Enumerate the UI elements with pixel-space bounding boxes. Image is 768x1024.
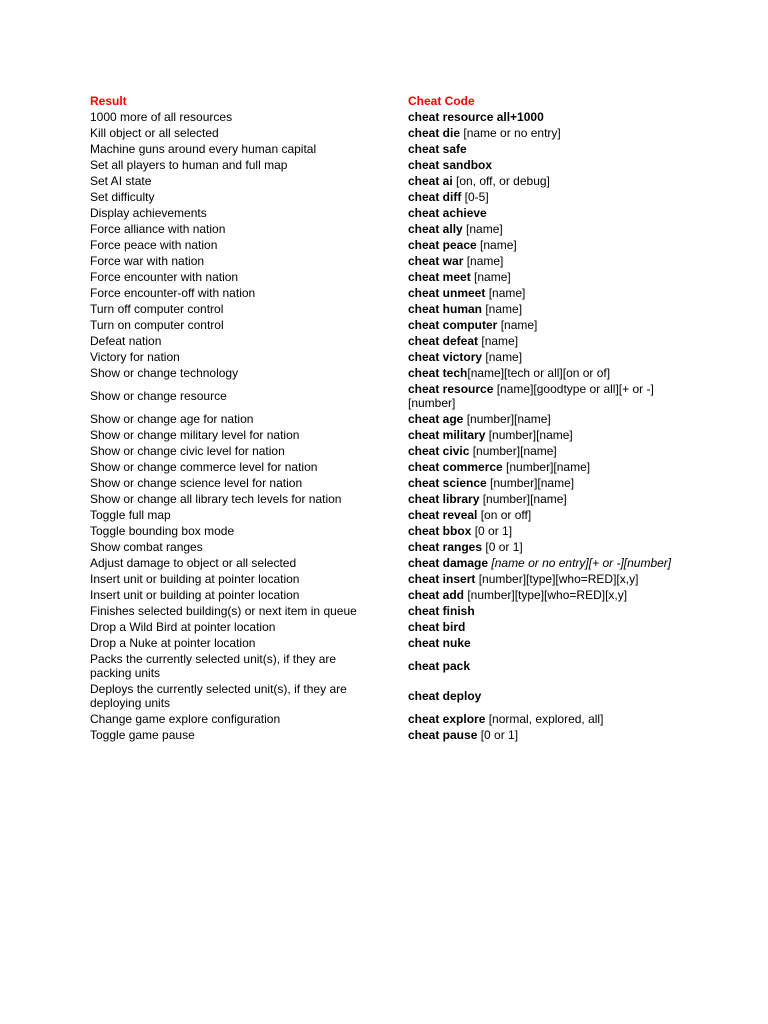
cheat-command: cheat commerce (408, 460, 503, 474)
table-row (90, 619, 690, 635)
result-cell: Force alliance with nation (90, 222, 226, 236)
cheat-command: cheat pack (408, 659, 471, 673)
result-cell: Packs the currently selected unit(s), if they are packing units (90, 652, 337, 680)
cheat-code-cell (408, 555, 690, 571)
cheat-command: cheat bbox (408, 524, 472, 538)
cheat-code-cell (408, 157, 690, 173)
table-row (90, 157, 690, 173)
cheat-command: cheat finish (408, 604, 475, 618)
result-cell: Toggle game pause (90, 728, 195, 742)
cheat-code-cell (408, 237, 690, 253)
cheat-code-column-header: Cheat Code (408, 94, 475, 108)
cheat-code-cell (408, 381, 690, 411)
result-column-header: Result (90, 94, 127, 108)
cheat-arguments: [name] (497, 318, 538, 332)
result-cell: Force peace with nation (90, 238, 218, 252)
cheat-arguments: [number][name] (463, 412, 551, 426)
cheat-command: cheat human (408, 302, 483, 316)
result-cell: Drop a Nuke at pointer location (90, 636, 256, 650)
cheat-command: cheat meet (408, 270, 471, 284)
table-header-row (90, 93, 690, 109)
cheat-command: cheat pause (408, 728, 478, 742)
cheat-arguments: [name] (482, 302, 523, 316)
result-cell: Show combat ranges (90, 540, 203, 554)
result-cell: Show or change civic level for nation (90, 444, 285, 458)
cheat-command: cheat ally (408, 222, 463, 236)
cheat-code-cell (408, 711, 690, 727)
result-cell: Toggle bounding box mode (90, 524, 235, 538)
cheat-code-cell (408, 365, 690, 381)
result-cell: Drop a Wild Bird at pointer location (90, 620, 276, 634)
table-row (90, 237, 690, 253)
cheat-code-cell (408, 333, 690, 349)
table-row (90, 443, 690, 459)
result-cell: Show or change all library tech levels for nation (90, 492, 342, 506)
cheat-code-cell (408, 205, 690, 221)
cheat-command: cheat war (408, 254, 464, 268)
table-row (90, 381, 690, 411)
cheat-code-cell (408, 459, 690, 475)
cheat-arguments: [number][type][who=RED][x,y] (464, 588, 628, 602)
cheat-command: cheat ranges (408, 540, 483, 554)
cheat-arguments: [name] (478, 334, 519, 348)
table-row (90, 411, 690, 427)
cheat-command: cheat die (408, 126, 461, 140)
cheat-code-cell (408, 125, 690, 141)
cheat-command: cheat add (408, 588, 465, 602)
cheat-arguments: [number][name] (486, 476, 575, 490)
result-cell: Set all players to human and full map (90, 158, 288, 172)
result-cell: Insert unit or building at pointer location (90, 588, 300, 602)
cheat-arguments: [0 or 1] (477, 728, 519, 742)
cheat-arguments: [on, off, or debug] (452, 174, 550, 188)
result-cell: Show or change military level for nation (90, 428, 300, 442)
cheat-arguments: [normal, explored, all] (485, 712, 604, 726)
cheat-command: cheat computer (408, 318, 498, 332)
table-row (90, 301, 690, 317)
cheat-arguments: [on or off] (477, 508, 532, 522)
cheat-code-cell (408, 651, 690, 681)
table-row (90, 349, 690, 365)
result-cell: Change game explore configuration (90, 712, 281, 726)
table-row (90, 651, 690, 681)
result-cell: Show or change science level for nation (90, 476, 303, 490)
cheat-arguments: [name] (485, 286, 526, 300)
cheat-code-cell (408, 189, 690, 205)
cheat-code-cell (408, 507, 690, 523)
cheat-command: cheat unmeet (408, 286, 486, 300)
cheat-command: cheat reveal (408, 508, 478, 522)
cheat-command: cheat explore (408, 712, 486, 726)
cheat-code-cell (408, 603, 690, 619)
cheat-code-cell (408, 109, 690, 125)
cheat-arguments: [number][type][who=RED][x,y] (475, 572, 639, 586)
table-row (90, 571, 690, 587)
cheat-arguments: [0 or 1] (471, 524, 513, 538)
cheat-command: cheat science (408, 476, 487, 490)
cheat-command: cheat resource all+1000 (408, 110, 544, 124)
table-row (90, 635, 690, 651)
cheat-code-cell (408, 269, 690, 285)
cheat-code-cell (408, 443, 690, 459)
table-row (90, 681, 690, 711)
table-row (90, 317, 690, 333)
table-row (90, 269, 690, 285)
result-cell: Defeat nation (90, 334, 162, 348)
cheat-command: cheat nuke (408, 636, 471, 650)
result-cell: Insert unit or building at pointer location (90, 572, 300, 586)
cheat-arguments: [name][goodtype or all][+ or -][number] (408, 382, 654, 410)
table-row (90, 427, 690, 443)
cheat-code-cell (408, 681, 690, 711)
result-cell: Show or change commerce level for nation (90, 460, 318, 474)
result-cell: Set AI state (90, 174, 152, 188)
cheat-arguments: [name] (476, 238, 517, 252)
result-cell: Victory for nation (90, 350, 180, 364)
cheat-code-cell (408, 221, 690, 237)
cheat-arguments: [number][name] (469, 444, 557, 458)
cheat-code-cell (408, 727, 690, 743)
cheat-command: cheat achieve (408, 206, 487, 220)
table-row (90, 475, 690, 491)
cheat-code-cell (408, 317, 690, 333)
result-cell: Toggle full map (90, 508, 171, 522)
result-cell: Force encounter with nation (90, 270, 239, 284)
document-page (90, 93, 690, 743)
cheat-code-cell (408, 635, 690, 651)
result-cell: Finishes selected building(s) or next item in queue (90, 604, 357, 618)
cheat-command: cheat sandbox (408, 158, 493, 172)
result-cell: Show or change technology (90, 366, 239, 380)
cheat-arguments: [number][name] (479, 492, 567, 506)
cheat-command: cheat damage (408, 556, 489, 570)
cheat-command: cheat military (408, 428, 486, 442)
result-cell: Machine guns around every human capital (90, 142, 317, 156)
cheat-code-cell (408, 141, 690, 157)
table-row (90, 523, 690, 539)
result-cell: Kill object or all selected (90, 126, 219, 140)
cheat-command: cheat victory (408, 350, 483, 364)
cheat-arguments: [name or no entry][+ or -][number] (488, 556, 672, 570)
table-body (90, 109, 690, 743)
cheat-code-cell (408, 349, 690, 365)
cheat-code-cell (408, 523, 690, 539)
cheat-code-cell (408, 285, 690, 301)
result-cell: Force encounter-off with nation (90, 286, 256, 300)
cheat-command: cheat diff (408, 190, 462, 204)
cheat-arguments: [name] (463, 254, 504, 268)
table-row (90, 173, 690, 189)
cheat-command: cheat library (408, 492, 480, 506)
table-row (90, 727, 690, 743)
cheat-arguments: [0 or 1] (482, 540, 523, 554)
cheat-command: cheat resource (408, 382, 494, 396)
cheat-arguments: [number][name] (485, 428, 573, 442)
cheat-command: cheat ai (408, 174, 453, 188)
table-row (90, 587, 690, 603)
table-row (90, 285, 690, 301)
cheat-code-cell (408, 301, 690, 317)
result-cell: Deploys the currently selected unit(s), if they are deploying units (90, 682, 347, 710)
cheat-code-cell (408, 491, 690, 507)
cheat-arguments: [name][tech or all][on or of] (467, 366, 611, 380)
cheat-command: cheat insert (408, 572, 476, 586)
table-row (90, 491, 690, 507)
result-cell: Force war with nation (90, 254, 205, 268)
cheat-arguments: [name or no entry] (460, 126, 561, 140)
table-row (90, 711, 690, 727)
cheat-command: cheat age (408, 412, 464, 426)
cheat-code-cell (408, 539, 690, 555)
cheat-arguments: [name] (470, 270, 511, 284)
result-cell: Show or change resource (90, 389, 227, 403)
table-row (90, 603, 690, 619)
cheat-code-cell (408, 475, 690, 491)
cheat-command: cheat tech (408, 366, 468, 380)
result-cell: Display achievements (90, 206, 207, 220)
cheat-command: cheat safe (408, 142, 467, 156)
cheat-code-cell (408, 173, 690, 189)
cheat-arguments: [name] (482, 350, 523, 364)
cheat-arguments: [0-5] (461, 190, 489, 204)
cheat-command: cheat peace (408, 238, 477, 252)
cheat-arguments: [name] (462, 222, 503, 236)
cheat-code-cell (408, 427, 690, 443)
cheat-code-table (90, 93, 690, 743)
table-row (90, 459, 690, 475)
result-cell: Turn on computer control (90, 318, 224, 332)
table-row (90, 539, 690, 555)
result-cell: Set difficulty (90, 190, 155, 204)
cheat-command: cheat civic (408, 444, 470, 458)
table-row (90, 189, 690, 205)
cheat-command: cheat deploy (408, 689, 482, 703)
result-cell: Turn off computer control (90, 302, 224, 316)
result-cell: 1000 more of all resources (90, 110, 233, 124)
cheat-command: cheat defeat (408, 334, 479, 348)
cheat-code-cell (408, 619, 690, 635)
table-row (90, 333, 690, 349)
table-row (90, 365, 690, 381)
cheat-code-cell (408, 571, 690, 587)
table-row (90, 141, 690, 157)
cheat-code-cell (408, 587, 690, 603)
table-row (90, 109, 690, 125)
table-row (90, 221, 690, 237)
table-row (90, 253, 690, 269)
cheat-arguments: [number][name] (502, 460, 591, 474)
table-row (90, 205, 690, 221)
result-cell: Adjust damage to object or all selected (90, 556, 297, 570)
table-row (90, 125, 690, 141)
cheat-code-cell (408, 253, 690, 269)
table-row (90, 507, 690, 523)
cheat-code-cell (408, 411, 690, 427)
table-row (90, 555, 690, 571)
cheat-command: cheat bird (408, 620, 466, 634)
result-cell: Show or change age for nation (90, 412, 254, 426)
